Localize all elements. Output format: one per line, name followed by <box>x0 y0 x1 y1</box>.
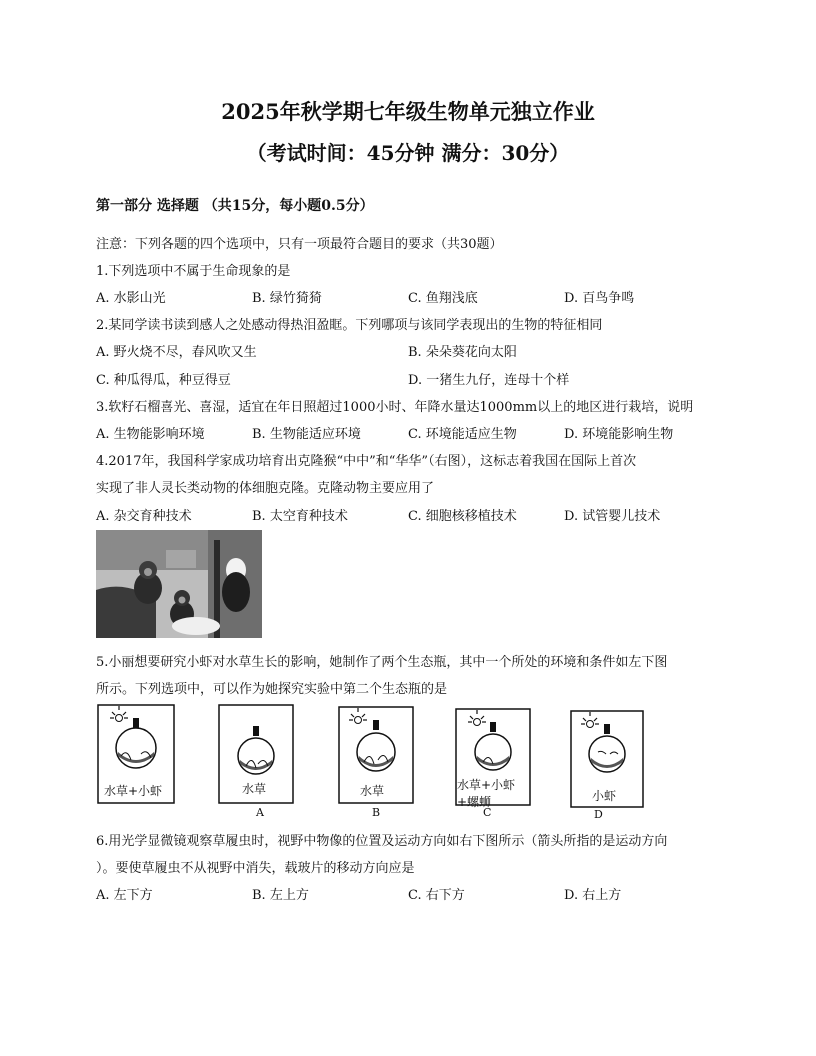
q1-option-a: A. 水影山光 <box>96 291 166 306</box>
page-subtitle: （考试时间：45分钟 满分：30分） <box>246 141 570 165</box>
q1-option-b: B. 绿竹猗猗 <box>252 291 322 306</box>
notice-text: 注意：下列各题的四个选项中，只有一项最符合题目的要求（共30题） <box>96 237 503 252</box>
q6-option-a: A. 左下方 <box>96 888 153 903</box>
q3-option-d: D. 环境能影响生物 <box>564 427 674 442</box>
fig-a-label: 水草 <box>242 782 267 796</box>
q4-option-c: C. 细胞核移植技术 <box>408 509 517 524</box>
fig-a-letter: A <box>256 806 264 819</box>
fig-c-label-line2: +螺蛳 <box>457 795 492 809</box>
q6-option-b: B. 左上方 <box>252 888 309 903</box>
q2-option-b: B. 朵朵葵花向太阳 <box>408 345 517 360</box>
q6-stem-line2: ）。要使草履虫不从视野中消失，载玻片的移动方向应是 <box>96 861 415 876</box>
q2-option-c: C. 种瓜得瓜，种豆得豆 <box>96 373 231 388</box>
fig-d-letter: D <box>594 808 603 821</box>
fig-ref-label: 水草+小虾 <box>104 784 163 798</box>
q4-option-a: A. 杂交育种技术 <box>96 509 192 524</box>
q4-option-b: B. 太空育种技术 <box>252 509 348 524</box>
q1-option-c: C. 鱼翔浅底 <box>408 291 478 306</box>
q5-stem-line1: 5.小丽想要研究小虾对水草生长的影响，她制作了两个生态瓶，其中一个所处的环境和条件如左下图 <box>96 655 668 670</box>
fig-d-label: 小虾 <box>592 789 617 803</box>
fig-c-letter: C <box>483 806 492 819</box>
q6-option-d: D. 右上方 <box>564 888 622 903</box>
cloned-monkeys-photo <box>96 530 262 638</box>
q4-stem-line1: 4.2017年，我国科学家成功培育出克隆猴“中中”和“华华”（右图），这标志着我国在国际上首次 <box>96 454 637 469</box>
q2-stem: 2.某同学读书读到感人之处感动得热泪盈眶。下列哪项与该同学表现出的生物的特征相同 <box>96 318 603 333</box>
q3-option-c: C. 环境能适应生物 <box>408 427 517 442</box>
q2-option-a: A. 野火烧不尽，春风吹又生 <box>96 345 257 360</box>
q6-option-c: C. 右下方 <box>408 888 465 903</box>
q4-option-d: D. 试管婴儿技术 <box>564 509 661 524</box>
q3-option-a: A. 生物能影响环境 <box>96 427 205 442</box>
q3-stem: 3.软籽石榴喜光、喜湿，适宜在年日照超过1000小时、年降水量达1000mm以上的地区进行栽培，说明 <box>96 400 694 415</box>
q6-stem-line1: 6.用光学显微镜观察草履虫时，视野中物像的位置及运动方向如右下图所示（箭头所指的是运动方向 <box>96 834 668 849</box>
fig-c-label: 水草+小虾 <box>457 778 516 792</box>
q3-option-b: B. 生物能适应环境 <box>252 427 361 442</box>
fig-b-label: 水草 <box>360 784 385 798</box>
q2-option-d: D. 一猪生九仔，连母十个样 <box>408 373 570 388</box>
page-title: 2025年秋学期七年级生物单元独立作业 <box>221 99 595 124</box>
q1-stem: 1.下列选项中不属于生命现象的是 <box>96 264 291 279</box>
q5-stem-line2: 所示。下列选项中，可以作为她探究实验中第二个生态瓶的是 <box>96 682 448 697</box>
fig-b-letter: B <box>372 806 381 819</box>
q1-option-d: D. 百鸟争鸣 <box>564 291 635 306</box>
q4-stem-line2: 实现了非人灵长类动物的体细胞克隆。克隆动物主要应用了 <box>96 481 435 496</box>
section-heading: 第一部分 选择题 （共15分，每小题0.5分） <box>96 198 374 214</box>
